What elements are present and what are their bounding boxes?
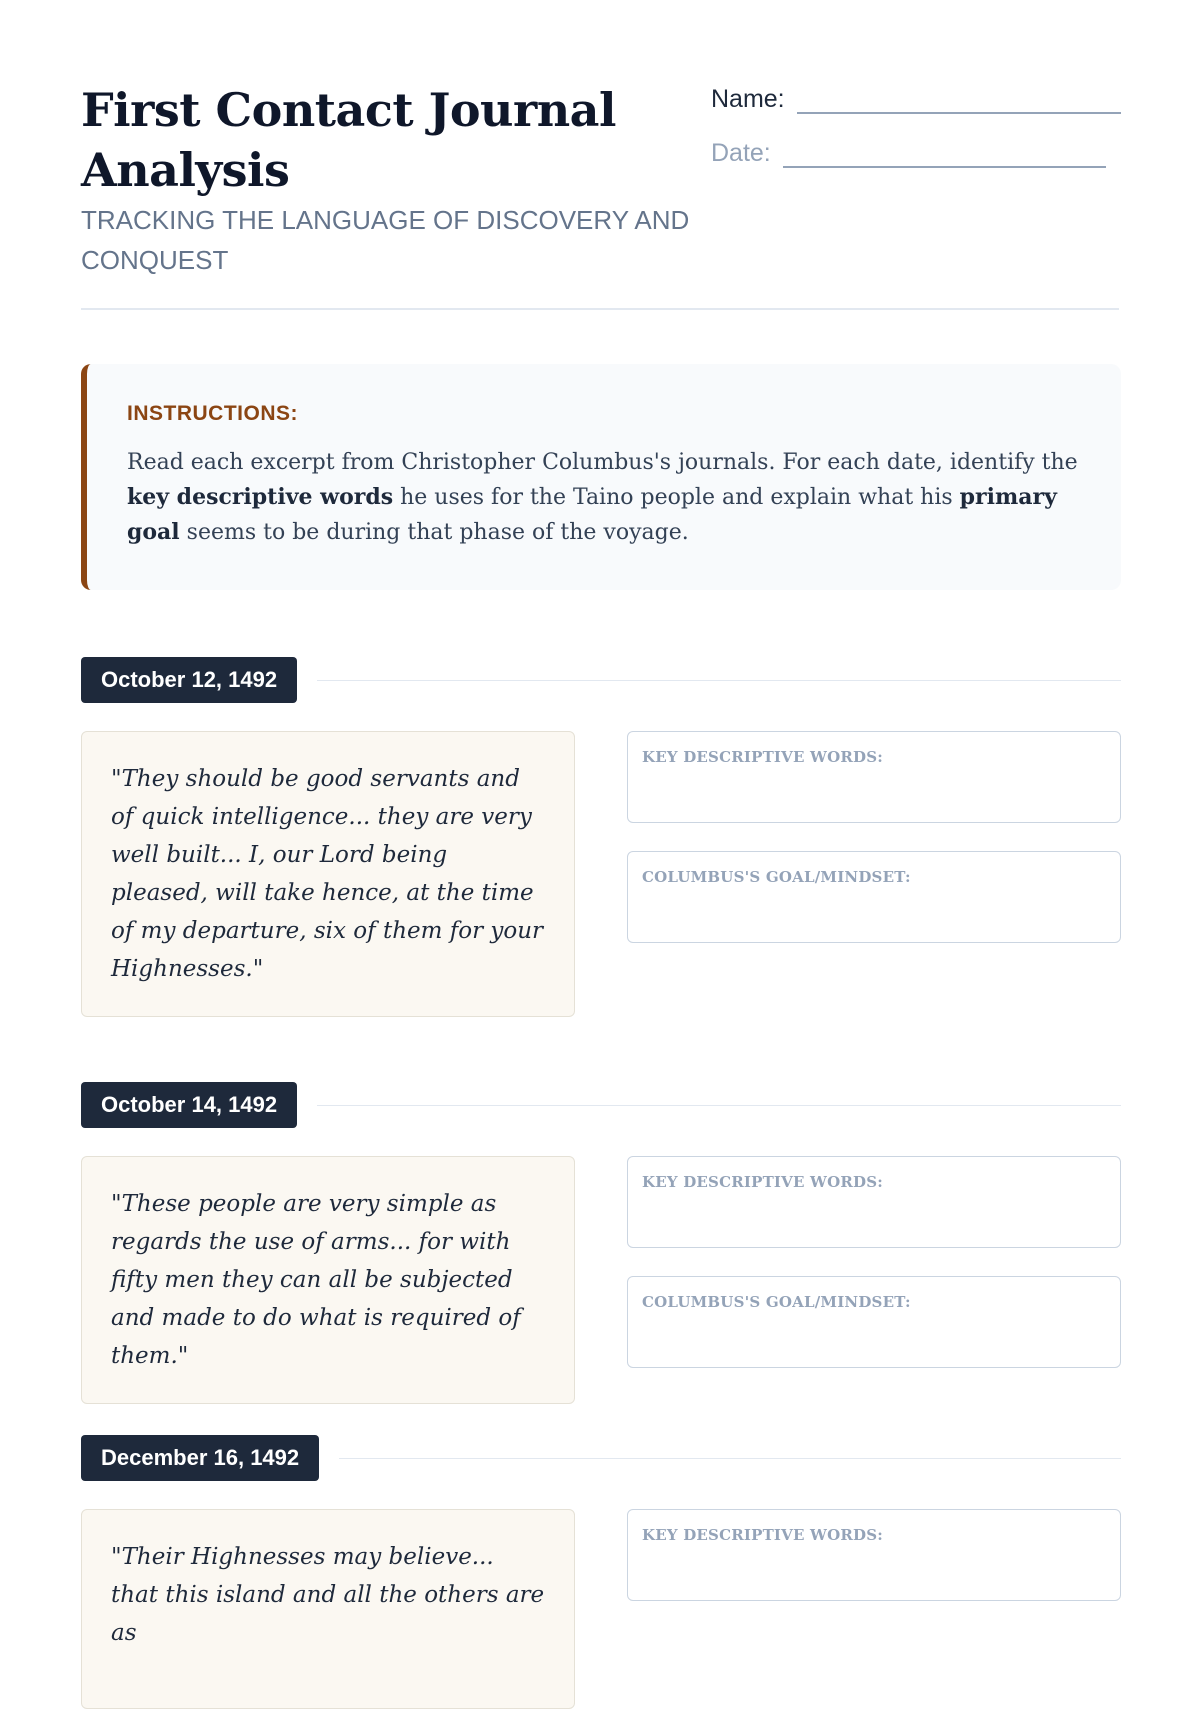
journal-quote: "They should be good servants and of quick intelligence... they are very well built... I, our Lord being pleased, will take hence, at the time of my departure, six of them for your Highnesses." xyxy=(81,731,575,1017)
name-line[interactable] xyxy=(797,84,1121,114)
date-label: Date: xyxy=(711,139,771,167)
key-words-field[interactable] xyxy=(627,1509,1121,1601)
name-field[interactable] xyxy=(711,84,1121,114)
instructions-text xyxy=(127,446,1081,550)
entry-header xyxy=(81,1435,1121,1481)
goal-mindset-field[interactable] xyxy=(627,1276,1121,1368)
journal-entry xyxy=(81,657,1121,1017)
goal-mindset-label: COLUMBUS'S GOAL/MINDSET: xyxy=(642,868,911,886)
entry-date-badge: December 16, 1492 xyxy=(81,1435,319,1481)
instructions-emphasis: primary goal xyxy=(127,484,1057,545)
entry-body xyxy=(81,731,1121,1017)
key-words-field[interactable] xyxy=(627,1156,1121,1248)
journal-entry xyxy=(81,1082,1121,1404)
instructions-text-part: seems to be during that phase of the voyage. xyxy=(186,520,689,545)
key-words-label: KEY DESCRIPTIVE WORDS: xyxy=(642,748,884,766)
response-fields xyxy=(627,1156,1121,1404)
instructions-emphasis: key descriptive words xyxy=(127,484,394,510)
divider xyxy=(317,680,1121,681)
journal-quote: "These people are very simple as regards the use of arms... for with fifty men they can all be subjected and made to do what is required of them." xyxy=(81,1156,575,1404)
key-words-field[interactable] xyxy=(627,731,1121,823)
date-field[interactable] xyxy=(711,138,1106,168)
journal-entry xyxy=(81,1435,1121,1709)
entry-date-badge: October 14, 1492 xyxy=(81,1082,297,1128)
key-words-label: KEY DESCRIPTIVE WORDS: xyxy=(642,1526,884,1544)
goal-mindset-label: COLUMBUS'S GOAL/MINDSET: xyxy=(642,1293,911,1311)
instructions-box xyxy=(81,364,1121,590)
goal-mindset-field[interactable] xyxy=(627,851,1121,943)
entry-header xyxy=(81,657,1121,703)
journal-quote: "Their Highnesses may believe... that this island and all the others are as xyxy=(81,1509,575,1709)
instructions-text-part: Read each excerpt from Christopher Columbus's journals. For each date, identify the xyxy=(127,450,1078,475)
response-fields xyxy=(627,1509,1121,1709)
divider xyxy=(317,1105,1121,1106)
instructions-title: INSTRUCTIONS: xyxy=(127,402,298,425)
worksheet-header xyxy=(81,0,1119,310)
page-title: First Contact Journal Analysis xyxy=(81,83,616,197)
page-subtitle: TRACKING THE LANGUAGE OF DISCOVERY AND CONQUEST xyxy=(81,205,690,275)
entry-date-badge: October 12, 1492 xyxy=(81,657,297,703)
name-label: Name: xyxy=(711,85,785,113)
key-words-label: KEY DESCRIPTIVE WORDS: xyxy=(642,1173,884,1191)
entry-body xyxy=(81,1156,1121,1404)
instructions-text-part: he uses for the Taino people and explain what his xyxy=(400,485,953,510)
entry-header xyxy=(81,1082,1121,1128)
response-fields xyxy=(627,731,1121,1017)
entry-body xyxy=(81,1509,1121,1709)
divider xyxy=(339,1458,1121,1459)
date-line[interactable] xyxy=(783,138,1106,168)
